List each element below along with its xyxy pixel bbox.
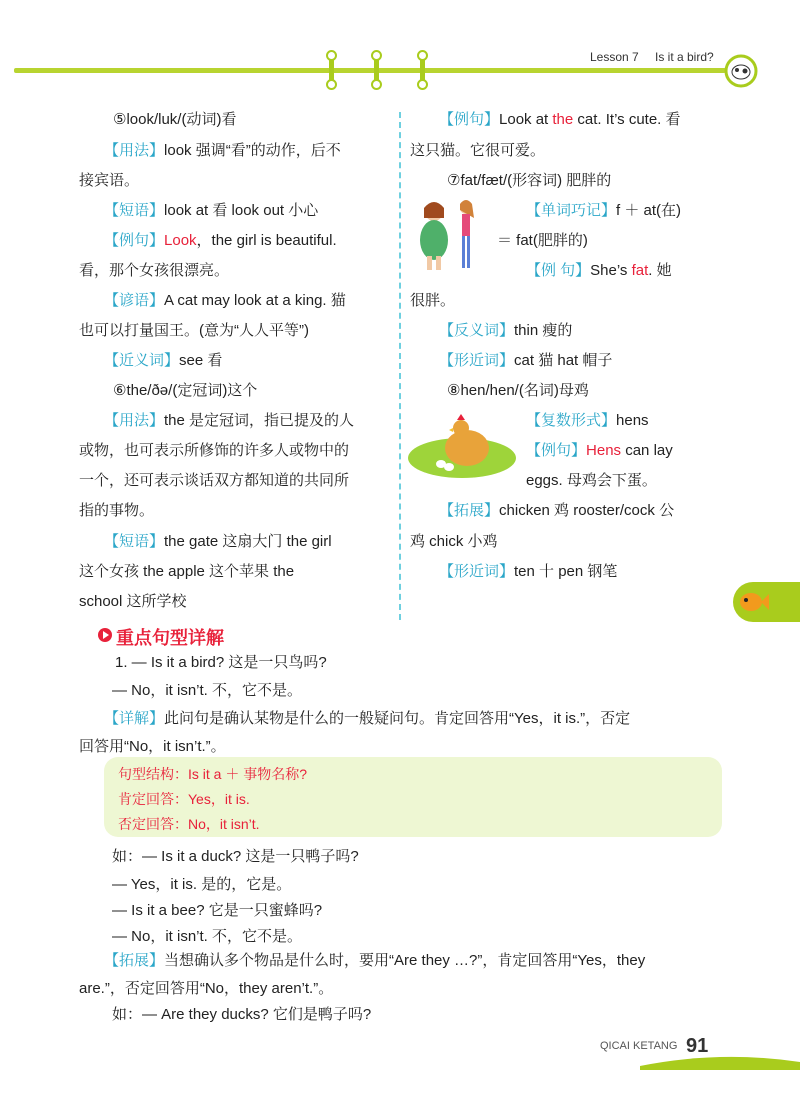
- word-the-heading: ⑥the/ðə/(定冠词)这个: [113, 382, 258, 399]
- phrase-tag: 【短语】: [104, 202, 165, 219]
- section-title: 重点句型详解: [116, 628, 224, 648]
- pattern-positive: 肯定回答：Yes，it is.: [118, 791, 250, 807]
- text-line: 这只猫。它很可爱。: [410, 142, 546, 159]
- similar-tag: 【形近词】: [439, 352, 515, 369]
- sentence-a1: — No，it isn’t. 不，它不是。: [112, 682, 303, 699]
- example-text: can lay: [621, 442, 673, 459]
- example-tag: 【例 句】: [526, 262, 591, 279]
- antonym-text: thin 瘦的: [514, 322, 573, 339]
- hen-similar-words: [439, 563, 617, 581]
- proverb-tag: 【谚语】: [104, 292, 165, 309]
- text-line: 很胖。: [410, 292, 456, 309]
- highlight-word: the: [552, 111, 574, 128]
- example-q: 如：— Is it a duck? 这是一只鸭子吗?: [112, 848, 359, 865]
- usage-text: look 强调“看”的动作，后不: [164, 142, 341, 159]
- word-fat-heading: ⑦fat/fæt/(形容词) 肥胖的: [447, 172, 612, 189]
- plural-tag: 【复数形式】: [526, 412, 617, 429]
- the-example: [439, 111, 681, 129]
- play-icon: [98, 628, 112, 642]
- memory-text: f ＋ at(在): [616, 202, 682, 219]
- usage-text: the 是定冠词，指已提及的人: [164, 412, 355, 429]
- look-synonym: [104, 352, 222, 370]
- fat-memory-tip: [526, 202, 681, 220]
- brand-label: QICAI KETANG: [600, 1040, 678, 1052]
- text-line: are.”，否定回答用“No，they aren’t.”。: [79, 980, 334, 997]
- antonym-tag: 【反义词】: [439, 322, 515, 339]
- pattern-structure: 句型结构：Is it a ＋ 事物名称?: [118, 766, 308, 782]
- phrase-text: look at 看 look out 小心: [164, 202, 319, 219]
- text-line: eggs. 母鸡会下蛋。: [526, 472, 657, 489]
- highlight-word: Hens: [586, 442, 622, 459]
- detail-tag: 【详解】: [104, 710, 165, 727]
- synonym-tag: 【近义词】: [104, 352, 180, 369]
- hen-illustration: [407, 410, 517, 478]
- text-line: 鸡 chick 小鸡: [410, 533, 498, 550]
- phrase-tag: 【短语】: [104, 533, 165, 550]
- the-phrases: [104, 533, 332, 551]
- example-q: — Is it a bee? 它是一只蜜蜂吗?: [112, 902, 323, 919]
- text-line: 也可以打量国王。(意为“人人平等”): [79, 322, 309, 339]
- example-tag: 【例句】: [439, 111, 500, 128]
- hen-plural: [526, 412, 649, 430]
- look-example: [104, 232, 337, 250]
- memory-tag: 【单词巧记】: [526, 202, 617, 219]
- page-number: 91: [686, 1035, 709, 1057]
- binder-pin-2: [374, 56, 379, 84]
- detail-text: 此问句是确认某物是什么的一般疑问句。肯定回答用“Yes，it is.”，否定: [164, 710, 631, 727]
- text-line: ＝ fat(肥胖的): [497, 232, 588, 249]
- extension-tag: 【拓展】: [104, 952, 165, 969]
- word-look-heading: ⑤look/luk/(动词)看: [113, 111, 237, 128]
- example-text: . 她: [648, 262, 672, 279]
- detail-line: [104, 710, 630, 728]
- usage-tag: 【用法】: [104, 142, 165, 159]
- text-line: 回答用“No，it isn’t.”。: [79, 738, 226, 755]
- the-usage: [104, 412, 354, 430]
- hen-example: [526, 442, 673, 460]
- text-line: 这个女孩 the apple 这个苹果 the: [79, 563, 295, 580]
- lesson-title: Is it a bird?: [655, 50, 714, 64]
- example-tag: 【例句】: [526, 442, 587, 459]
- look-usage: [104, 142, 341, 160]
- usage-tag: 【用法】: [104, 412, 165, 429]
- similar-text: ten 十 pen 钢笔: [514, 563, 618, 580]
- example-text: ，the girl is beautiful.: [196, 232, 337, 249]
- pattern-box: [104, 757, 722, 837]
- example-text: She’s: [590, 262, 632, 279]
- example-text: cat. It’s cute. 看: [573, 111, 681, 128]
- example-q: 如：— Are they ducks? 它们是鸭子吗?: [112, 1006, 372, 1023]
- example-text: Look at: [499, 111, 553, 128]
- highlight-word: Look: [164, 232, 197, 249]
- text-line: 一个，还可表示谈话双方都知道的共同所: [79, 472, 350, 489]
- similar-tag: 【形近词】: [439, 563, 515, 580]
- header-bar: [14, 68, 726, 73]
- extension-line: [104, 952, 645, 970]
- text-line: 接宾语。: [79, 172, 140, 189]
- binder-pin-3: [420, 56, 425, 84]
- phrase-text: the gate 这扇大门 the girl: [164, 533, 332, 550]
- similar-text: cat 猫 hat 帽子: [514, 352, 613, 369]
- fish-icon: [737, 588, 769, 616]
- extension-text: chicken 鸡 rooster/cock 公: [499, 502, 675, 519]
- proverb-text: A cat may look at a king. 猫: [164, 292, 346, 309]
- fat-similar-words: [439, 352, 612, 370]
- column-divider: [399, 112, 401, 620]
- example-a: — No，it isn’t. 不，它不是。: [112, 928, 303, 945]
- extension-text: 当想确认多个物品是什么时，要用“Are they …?”，肯定回答用“Yes，they: [164, 952, 646, 969]
- binder-pin-1: [329, 56, 334, 84]
- text-line: 看，那个女孩很漂亮。: [79, 262, 230, 279]
- plural-text: hens: [616, 412, 649, 429]
- example-tag: 【例句】: [104, 232, 165, 249]
- text-line: 指的事物。: [79, 502, 155, 519]
- text-line: 或物，也可表示所修饰的许多人或物中的: [79, 442, 350, 459]
- hen-extension: [439, 502, 674, 520]
- text-line: school 这所学校: [79, 593, 187, 610]
- word-hen-heading: ⑧hen/hen/(名词)母鸡: [447, 382, 589, 399]
- lesson-label: Lesson 7: [590, 50, 639, 64]
- footer-swoosh: [640, 1050, 800, 1070]
- extension-tag: 【拓展】: [439, 502, 500, 519]
- look-proverb: [104, 292, 346, 310]
- highlight-word: fat: [631, 262, 649, 279]
- sentence-q1: 1. — Is it a bird? 这是一只鸟吗?: [115, 654, 327, 671]
- fat-antonym: [439, 322, 572, 340]
- look-phrases: [104, 202, 318, 220]
- cow-icon: [724, 54, 758, 88]
- synonym-text: see 看: [179, 352, 223, 369]
- pattern-negative: 否定回答：No，it isn’t.: [118, 816, 260, 832]
- example-a: — Yes，it is. 是的，它是。: [112, 876, 292, 893]
- fat-example: [526, 262, 672, 280]
- fat-thin-women-illustration: [410, 196, 488, 274]
